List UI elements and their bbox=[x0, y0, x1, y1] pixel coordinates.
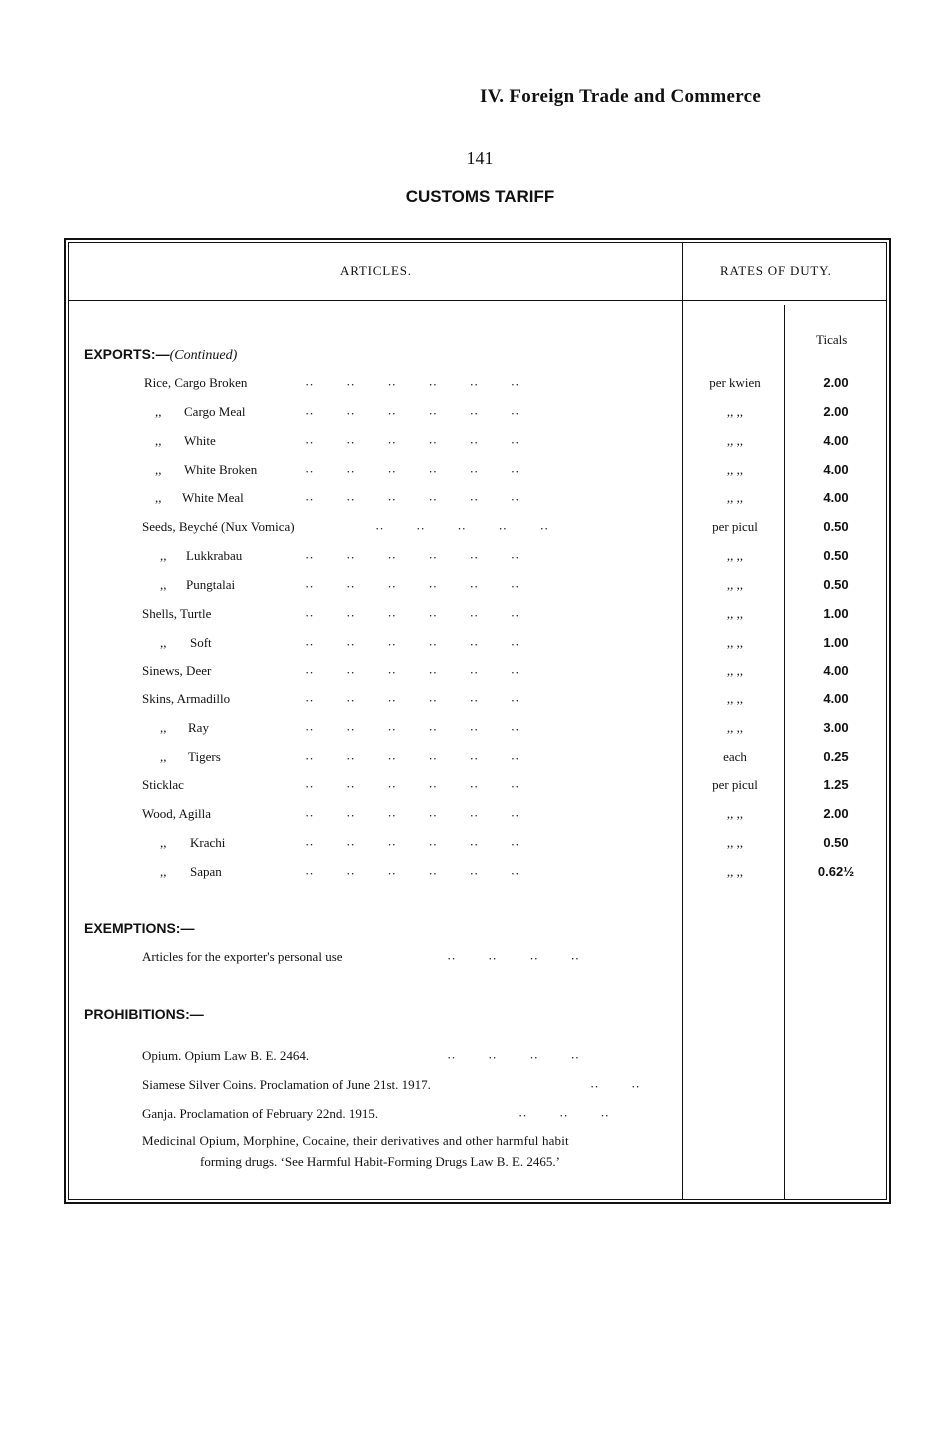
row-prefix: ,, bbox=[155, 490, 162, 505]
row-article: Sticklac bbox=[142, 777, 184, 792]
row-article: Cargo Meal bbox=[184, 404, 246, 419]
column-divider-articles bbox=[682, 242, 683, 1200]
row-article: Wood, Agilla bbox=[142, 806, 212, 821]
row-duty: 3.00 bbox=[823, 720, 849, 735]
row-article: Shells, Turtle bbox=[142, 606, 212, 621]
row-article: White Broken bbox=[184, 462, 258, 477]
row-article: Rice, Cargo Broken bbox=[144, 375, 248, 390]
row-unit: ,, ,, bbox=[726, 462, 744, 477]
row-duty: 2.00 bbox=[823, 806, 849, 821]
row-prefix: ,, bbox=[155, 433, 162, 448]
row-prefix: ,, bbox=[160, 835, 167, 850]
row-duty: 0.50 bbox=[823, 577, 849, 592]
row-duty: 4.00 bbox=[823, 433, 849, 448]
row-unit: per picul bbox=[712, 777, 758, 792]
row-article: Sinews, Deer bbox=[142, 663, 212, 678]
row-duty: 4.00 bbox=[823, 490, 849, 505]
row-duty: 0.50 bbox=[823, 519, 849, 534]
row-article: Pungtalai bbox=[186, 577, 236, 592]
row-unit: per picul bbox=[712, 519, 758, 534]
row-unit: ,, ,, bbox=[726, 548, 744, 563]
row-article: Krachi bbox=[190, 835, 226, 850]
row-article: Soft bbox=[190, 635, 212, 650]
row-unit: ,, ,, bbox=[726, 635, 744, 650]
row-prefix: ,, bbox=[160, 548, 167, 563]
column-header-articles: ARTICLES. bbox=[340, 263, 412, 278]
exports-continued-label: (Continued) bbox=[169, 348, 238, 363]
page-number: 141 bbox=[466, 148, 494, 168]
row-prefix: ,, bbox=[160, 720, 167, 735]
row-unit: ,, ,, bbox=[726, 404, 744, 419]
row-unit: ,, ,, bbox=[726, 864, 744, 879]
exports-heading bbox=[84, 346, 237, 364]
prohibition-item: Opium. Opium Law B. E. 2464. bbox=[142, 1048, 310, 1063]
row-duty: 0.50 bbox=[823, 835, 849, 850]
prohibitions-heading: PROHIBITIONS:— bbox=[84, 1006, 204, 1022]
exemptions-heading: EXEMPTIONS:— bbox=[84, 920, 195, 936]
currency-label: Ticals bbox=[816, 332, 848, 347]
row-article: Sapan bbox=[190, 864, 222, 879]
section-header: IV. Foreign Trade and Commerce bbox=[480, 86, 762, 107]
row-unit: ,, ,, bbox=[726, 835, 744, 850]
row-article: White Meal bbox=[182, 490, 244, 505]
row-unit: ,, ,, bbox=[726, 691, 744, 706]
header-rule bbox=[68, 300, 887, 301]
exemption-item: Articles for the exporter's personal use bbox=[142, 949, 343, 964]
row-duty: 1.25 bbox=[823, 777, 849, 792]
row-unit: ,, ,, bbox=[726, 606, 744, 621]
row-duty: 2.00 bbox=[823, 375, 849, 390]
row-unit: ,, ,, bbox=[726, 577, 744, 592]
row-article: Tigers bbox=[188, 749, 221, 764]
exports-heading-label: EXPORTS:— bbox=[84, 346, 170, 362]
prohibition-item-long-cont: forming drugs. ‘See Harmful Habit-Forming Drugs Law B. E. 2465.’ bbox=[200, 1154, 560, 1169]
row-prefix: ,, bbox=[155, 462, 162, 477]
row-duty: 0.25 bbox=[823, 749, 849, 764]
prohibition-item: Siamese Silver Coins. Proclamation of June 21st. 1917. bbox=[142, 1077, 431, 1092]
row-duty: 4.00 bbox=[823, 691, 849, 706]
row-unit: ,, ,, bbox=[726, 490, 744, 505]
row-unit: ,, ,, bbox=[726, 663, 744, 678]
row-unit: each bbox=[723, 749, 747, 764]
row-unit: ,, ,, bbox=[726, 433, 744, 448]
prohibition-item-long: Medicinal Opium, Morphine, Cocaine, their derivatives and other harmful habit bbox=[142, 1133, 569, 1148]
row-duty: 0.50 bbox=[823, 548, 849, 563]
row-prefix: ,, bbox=[160, 635, 167, 650]
row-unit: ,, ,, bbox=[726, 806, 744, 821]
row-duty: 2.00 bbox=[823, 404, 849, 419]
doc-title: CUSTOMS TARIFF bbox=[405, 187, 555, 206]
row-article: Lukkrabau bbox=[186, 548, 243, 563]
prohibition-item: Ganja. Proclamation of February 22nd. 1915. bbox=[142, 1106, 379, 1121]
column-header-rates: RATES OF DUTY. bbox=[720, 263, 832, 278]
row-duty: 0.62½ bbox=[817, 864, 855, 879]
row-duty: 1.00 bbox=[823, 606, 849, 621]
row-prefix: ,, bbox=[160, 864, 167, 879]
row-article: White bbox=[184, 433, 216, 448]
row-unit: ,, ,, bbox=[726, 720, 744, 735]
row-duty: 1.00 bbox=[823, 635, 849, 650]
row-unit: per kwien bbox=[709, 375, 761, 390]
row-article: Seeds, Beyché (Nux Vomica) bbox=[142, 519, 295, 534]
row-duty: 4.00 bbox=[823, 663, 849, 678]
row-article: Ray bbox=[188, 720, 209, 735]
column-divider-duty bbox=[784, 305, 785, 1200]
row-prefix: ,, bbox=[160, 577, 167, 592]
row-prefix: ,, bbox=[160, 749, 167, 764]
row-prefix: ,, bbox=[155, 404, 162, 419]
row-duty: 4.00 bbox=[823, 462, 849, 477]
row-article: Skins, Armadillo bbox=[142, 691, 231, 706]
